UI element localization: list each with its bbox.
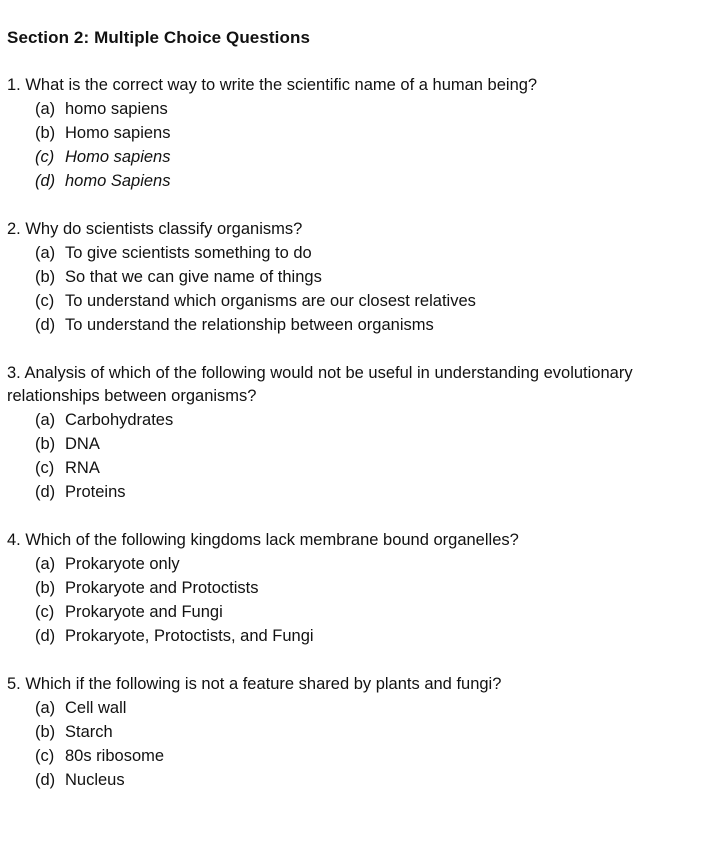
option-text: To give scientists something to do [65, 244, 312, 262]
option-b[interactable] [35, 265, 712, 289]
option-letter: (a) [35, 244, 56, 262]
option-letter: (c) [35, 603, 55, 621]
option-letter: (a) [35, 555, 56, 573]
options-list [7, 241, 712, 337]
option-c[interactable] [35, 145, 712, 169]
option-letter: (b) [35, 435, 56, 453]
option-text: homo sapiens [65, 100, 168, 118]
option-letter: (b) [35, 124, 56, 142]
option-letter: (c) [35, 292, 55, 310]
question-number: 3. [7, 364, 21, 382]
option-letter: (c) [35, 747, 55, 765]
question-prompt: Which of the following kingdoms lack membrane bound organelles? [25, 531, 519, 549]
question-text [7, 529, 712, 552]
options-list [7, 97, 712, 193]
option-text: RNA [65, 459, 100, 477]
option-b[interactable] [35, 720, 712, 744]
option-a[interactable] [35, 408, 712, 432]
question-number: 1. [7, 76, 21, 94]
options-list [7, 552, 712, 648]
question-text [7, 74, 712, 97]
option-text: Prokaryote, Protoctists, and Fungi [65, 627, 314, 645]
option-c[interactable] [35, 456, 712, 480]
option-letter: (d) [35, 316, 56, 334]
question-number: 2. [7, 220, 21, 238]
option-letter: (c) [35, 459, 55, 477]
option-letter: (b) [35, 268, 56, 286]
option-text: Starch [65, 723, 113, 741]
option-text: Proteins [65, 483, 126, 501]
option-a[interactable] [35, 97, 712, 121]
option-text: Prokaryote and Protoctists [65, 579, 259, 597]
option-letter: (d) [35, 172, 56, 190]
options-list [7, 696, 712, 792]
option-text: Carbohydrates [65, 411, 174, 429]
option-d[interactable] [35, 480, 712, 504]
question-prompt: Analysis of which of the following would not be useful in understanding evolutionary relationships between organisms? [7, 364, 633, 405]
option-b[interactable] [35, 576, 712, 600]
option-letter: (d) [35, 483, 56, 501]
question-text [7, 362, 712, 408]
option-d[interactable] [35, 313, 712, 337]
question-prompt: Which if the following is not a feature shared by plants and fungi? [25, 675, 502, 693]
option-c[interactable] [35, 289, 712, 313]
question-5 [7, 673, 712, 792]
option-a[interactable] [35, 552, 712, 576]
option-letter: (b) [35, 579, 56, 597]
question-text [7, 673, 712, 696]
option-text: To understand which organisms are our closest relatives [65, 292, 476, 310]
option-letter: (d) [35, 771, 56, 789]
option-c[interactable] [35, 600, 712, 624]
option-d[interactable] [35, 624, 712, 648]
option-text: DNA [65, 435, 100, 453]
question-number: 4. [7, 531, 21, 549]
question-1 [7, 74, 712, 193]
option-text: To understand the relationship between organisms [65, 316, 434, 334]
option-letter: (d) [35, 627, 56, 645]
question-4 [7, 529, 712, 648]
question-prompt: Why do scientists classify organisms? [25, 220, 303, 238]
option-letter: (a) [35, 100, 56, 118]
option-letter: (a) [35, 699, 56, 717]
option-text: Homo sapiens [65, 124, 171, 142]
option-letter: (b) [35, 723, 56, 741]
question-3 [7, 362, 712, 504]
question-number: 5. [7, 675, 21, 693]
option-text: Cell wall [65, 699, 127, 717]
option-text: Homo sapiens [65, 148, 171, 166]
option-text: homo Sapiens [65, 172, 171, 190]
option-letter: (a) [35, 411, 56, 429]
option-text: 80s ribosome [65, 747, 165, 765]
option-text: Nucleus [65, 771, 125, 789]
options-list [7, 408, 712, 504]
option-text: So that we can give name of things [65, 268, 322, 286]
option-a[interactable] [35, 241, 712, 265]
question-2 [7, 218, 712, 337]
option-d[interactable] [35, 768, 712, 792]
option-b[interactable] [35, 121, 712, 145]
question-text [7, 218, 712, 241]
section-title: Section 2: Multiple Choice Questions [7, 28, 311, 47]
option-c[interactable] [35, 744, 712, 768]
option-d[interactable] [35, 169, 712, 193]
question-prompt: What is the correct way to write the scientific name of a human being? [25, 76, 538, 94]
option-text: Prokaryote only [65, 555, 180, 573]
option-letter: (c) [35, 148, 55, 166]
option-text: Prokaryote and Fungi [65, 603, 223, 621]
option-a[interactable] [35, 696, 712, 720]
option-b[interactable] [35, 432, 712, 456]
